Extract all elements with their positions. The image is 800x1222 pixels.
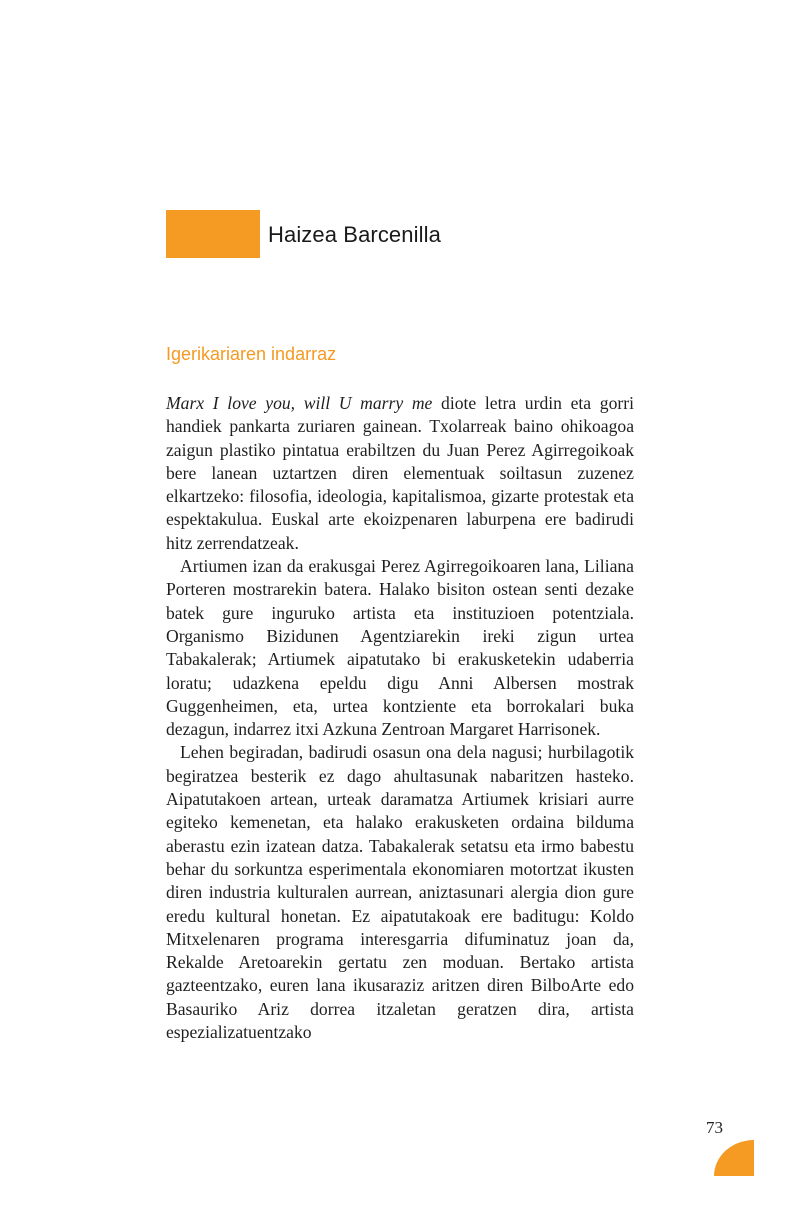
author-color-block — [166, 210, 260, 258]
paragraph-2: Artiumen izan da erakusgai Perez Agirregoikoaren lana, Liliana Porteren mostrarekin batera. Halako bisiton ostean senti dezake batek gure inguruko artista eta instituzioen potentziala. Organismo Bizidunen Agentziarekin ireki zigun urtea Tabakalerak; Artiumek aipatutako bi erakusketekin udaberria loratu; udazkena epeldu digu Anni Albersen mostrak Guggenheimen, eta, urtea kontziente eta borrokalari buka dezagun, indarrez itxi Azkuna Zentroan Margaret Harrisonek. — [166, 556, 634, 740]
paragraph-1 — [166, 392, 634, 555]
page-number: 73 — [706, 1118, 723, 1137]
article-body — [166, 392, 634, 1044]
paragraph-1-emphasis: Marx I love you, will U marry me — [166, 393, 433, 413]
paragraph-1-text: diote letra urdin eta gorri handiek pankarta zuriaren gainean. Txolarreak baino ohikoagoa zaigun plastiko pintatua erabiltzen du Juan Perez Agirregoikoak bere lanean uztartzen diren elementuak soiltasun zuzenez elkartzeko: filosofia, ideologia, kapitalismoa, gizarte protestak eta espektakulua. Euskal arte ekoizpenaren laburpena ere badirudi hitz zerrendatzeak. — [166, 393, 634, 553]
corner-quarter-circle-mark — [714, 1140, 754, 1176]
article-title: Igerikariaren indarraz — [166, 344, 337, 364]
author-name: Haizea Barcenilla — [268, 222, 441, 247]
paragraph-3: Lehen begiradan, badirudi osasun ona dela nagusi; hurbilagotik begiratzea besterik ez dago ahultasunak nabaritzen hasteko. Aipatutakoen artean, urteak daramatza Artiumek krisiari aurre egiteko kemenetan, eta halako erakusketen ordaina bilduma aberastu ezin izatean datza. Tabakalerak setatsu eta irmo babestu behar du sorkuntza esperimentala ekonomiaren motortzat ikusten diren industria kulturalen aurrean, aniztasunari alergia dion gure eredu kultural honetan. Ez aipatutakoak ere baditugu: Koldo Mitxelenaren programa interesgarria difuminatuz joan da, Rekalde Aretoarekin gertatu zen moduan. Bertako artista gazteentzako, euren lana ikusaraziz aritzen diren BilboArte edo Basauriko Ariz dorrea itzaletan geratzen dira, artista espezializatuentzako — [166, 742, 634, 1043]
